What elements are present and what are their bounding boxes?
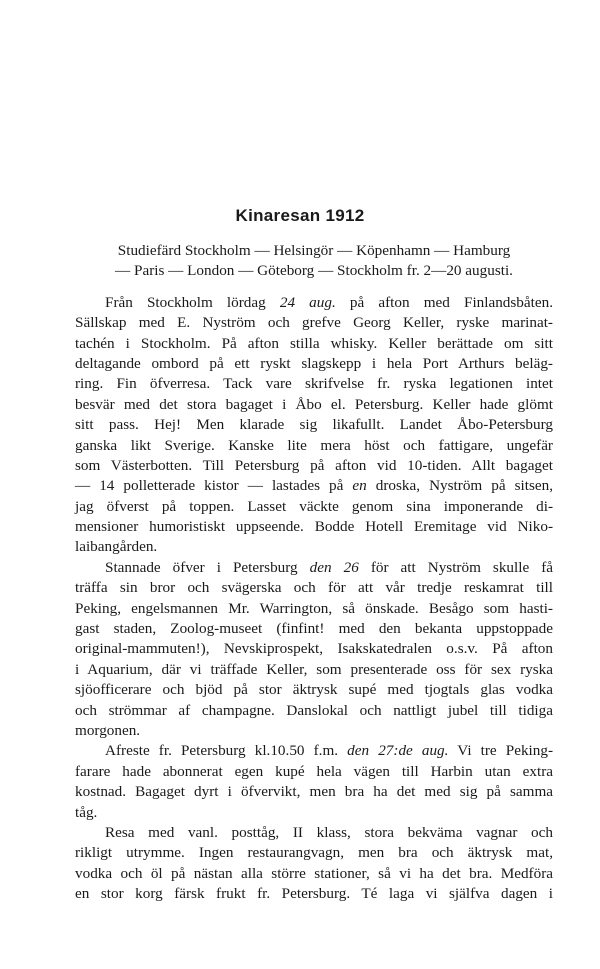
paragraph-line: och strömmar af champagne. Danslokal och nattligt jubel till tidiga	[75, 701, 553, 719]
paragraph-line: tachén i Stockholm. På afton stilla whisky. Keller berättade om sitt	[75, 334, 553, 352]
paragraph-line: sjöofficerare och bjöd på stor äktrysk supé med tjogtals glas vodka	[75, 681, 553, 699]
paragraph-line: morgonen.	[75, 721, 141, 739]
paragraph-line: som Västerbotten. Till Petersburg på afton vid 10-tiden. Allt bagaget	[75, 456, 553, 474]
paragraph-line: Afreste fr. Petersburg kl.10.50 f.m. den 27:de aug. Vi tre Peking-	[105, 742, 553, 760]
paragraph-line: laibangården.	[75, 538, 158, 556]
route-line-1: Studiefärd Stockholm — Helsingör — Köpenhamn — Hamburg	[117, 242, 511, 259]
paragraph-line: sitt pass. Hej! Men klarade sig likafullt. Landet Åbo-Petersburg	[75, 416, 553, 434]
paragraph-line: gast staden, Zoolog-museet (finfint! med den bekanta uppstoppade	[75, 620, 553, 638]
paragraph-4	[75, 823, 553, 905]
paragraph-line: ganska likt Sverige. Kanske lite mera höst och fattigare, ungefär	[75, 436, 553, 454]
paragraph-line: rikligt utrymme. Ingen restaurangvagn, men bra och äktrysk mat,	[75, 844, 553, 862]
paragraph-line: Från Stockholm lördag 24 aug. på afton med Finlandsbåten.	[105, 293, 553, 311]
paragraph-1	[75, 293, 553, 558]
paragraph-line: Sällskap med E. Nyström och grefve Georg Keller, ryske marinat-	[75, 314, 553, 332]
page-title: Kinaresan 1912	[235, 206, 365, 225]
document-body	[75, 241, 553, 905]
paragraph-line: tåg.	[75, 803, 98, 821]
paragraph-line: besvär med det stora bagaget i Åbo el. Petersburg. Keller hade glömt	[75, 395, 553, 413]
paragraph-3	[75, 741, 553, 823]
paragraph-line: — 14 polletterade kistor — lastades på en droska, Nyström på sitsen,	[75, 477, 554, 495]
paragraph-line: ring. Fin öfverresa. Tack vare skrifvelse fr. ryska legationen intet	[75, 375, 553, 393]
paragraph-line: vodka och öl på nästan alla större stationer, så vi ha det bra. Medföra	[75, 864, 553, 882]
paragraph-line: Peking, engelsmannen Mr. Warrington, så önskade. Besågo som hasti-	[75, 599, 553, 617]
paragraph-line: farare hade abonnerat egen kupé hela vägen till Harbin utan extra	[75, 762, 553, 780]
paragraph-line: deltagande ombord på ett ryskt slagskepp i hela Port Arthurs beläg-	[75, 354, 553, 372]
paragraph-line: kostnad. Bagaget dyrt i öfvervikt, men bra ha det med sig på samma	[75, 783, 553, 801]
route-line-2: — Paris — London — Göteborg — Stockholm fr. 2—20 augusti.	[115, 262, 513, 280]
paragraph-line: en stor korg färsk frukt fr. Petersburg. Té laga vi själfva dagen i	[75, 885, 553, 903]
paragraph-line: jag öfverst på toppen. Lasset väckte genom sina imponerande di-	[75, 497, 553, 515]
paragraph-line: träffa sin bror och svägerska och för att vår tredje reskamrat till	[75, 579, 553, 597]
paragraph-line: original-mammuten!), Nevskiprospekt, Isakskatedralen o.s.v. På afton	[75, 640, 553, 658]
paragraph-line: Stannade öfver i Petersburg den 26 för att Nyström skulle få	[105, 558, 553, 576]
paragraph-2	[75, 558, 553, 742]
paragraph-line: mensioner humoristiskt uppseende. Bodde Hotell Eremitage vid Niko-	[75, 518, 553, 536]
paragraph-line: i Aquarium, där vi träffade Keller, som presenterade oss för sex ryska	[75, 660, 553, 678]
route-paragraph	[75, 241, 553, 282]
paragraph-line: Resa med vanl. posttåg, II klass, stora bekväma vagnar och	[105, 823, 553, 841]
